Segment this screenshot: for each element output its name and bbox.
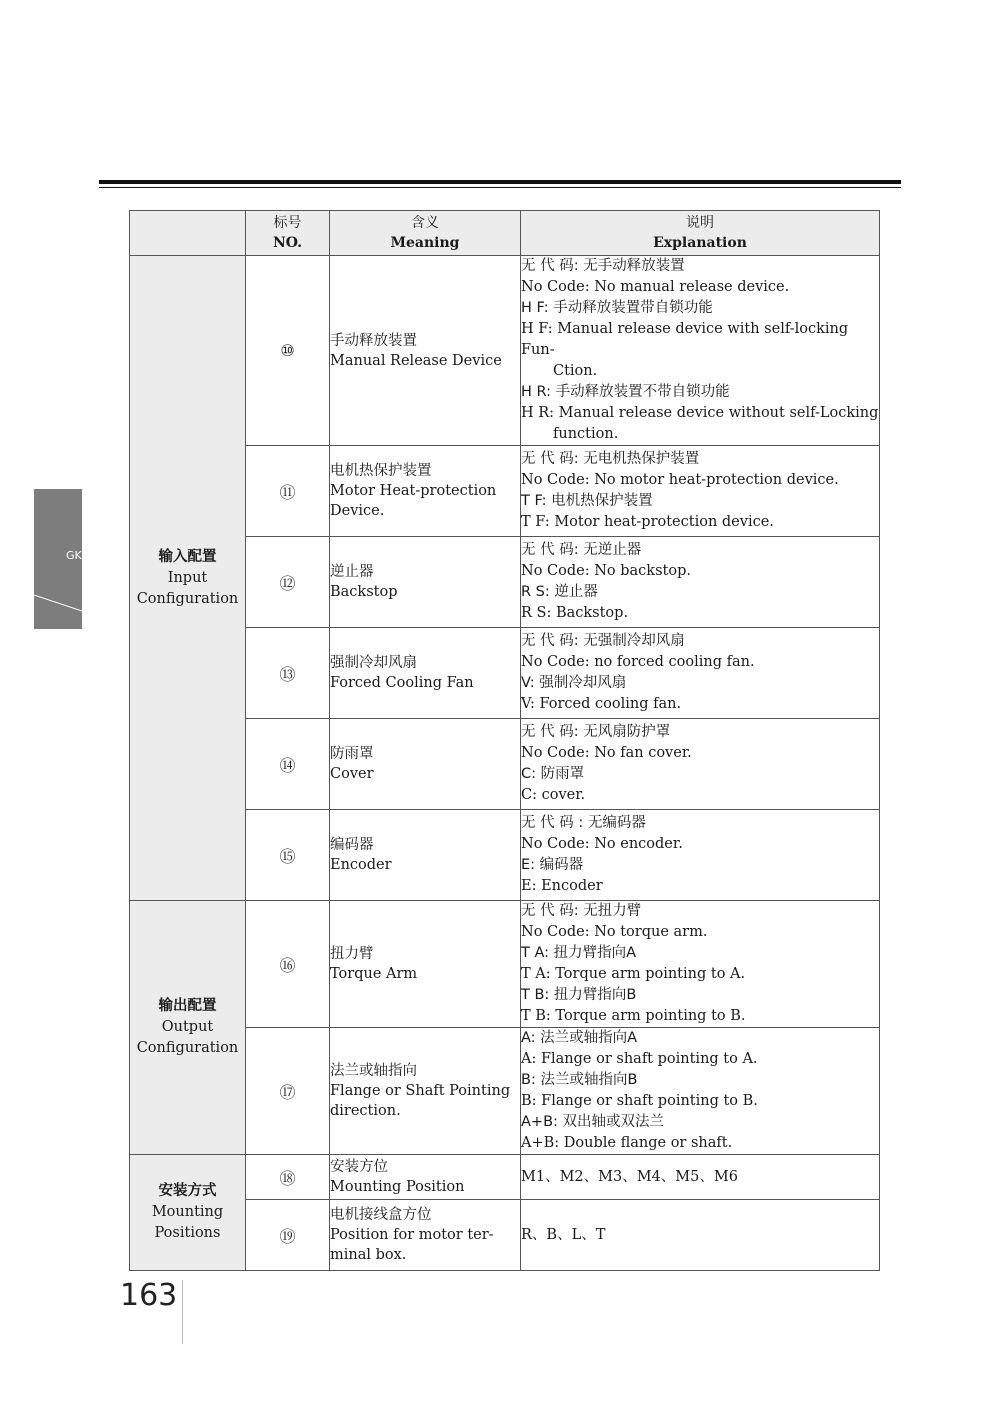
group-cell <box>130 256 246 901</box>
row-number: ⑲ <box>246 1200 330 1271</box>
explanation-line: R S: Backstop. <box>521 605 629 621</box>
meaning-zh: 电机热保护装置 <box>330 463 432 479</box>
explanation-line: 无 代 码: 无逆止器 <box>521 542 642 558</box>
explanation-line: C: 防雨罩 <box>521 766 585 782</box>
meaning-cell <box>330 256 521 446</box>
meaning-cell <box>330 628 521 719</box>
explanation-line: 无 代 码: 无风扇防护罩 <box>521 724 671 740</box>
meaning-en: Cover <box>330 766 374 782</box>
meaning-cell <box>330 537 521 628</box>
group-label-en1: Mounting <box>151 1204 224 1220</box>
explanation-cell <box>521 1200 880 1271</box>
row-number: ⑮ <box>246 810 330 901</box>
page-number: 163 <box>120 1278 178 1313</box>
explanation-line: No Code: No torque arm. <box>521 924 708 940</box>
header-rule-thick <box>99 180 901 184</box>
row-number: ⑩ <box>246 256 330 446</box>
group-label-zh: 输出配置 <box>158 998 217 1014</box>
explanation-line: No Code: no forced cooling fan. <box>521 654 755 670</box>
explanation-line: T B: Torque arm pointing to B. <box>521 1008 746 1024</box>
meaning-zh: 扭力臂 <box>330 946 374 962</box>
header-explanation <box>521 211 880 256</box>
group-label-zh: 安装方式 <box>158 1183 217 1199</box>
header-meaning <box>330 211 521 256</box>
meaning-en: Forced Cooling Fan <box>330 675 474 691</box>
explanation-cell <box>521 719 880 810</box>
explanation-line: C: cover. <box>521 787 586 803</box>
explanation-line: function. <box>553 426 619 442</box>
explanation-line: H F: Manual release device with self-locking Fun- <box>521 321 849 358</box>
explanation-line: B: Flange or shaft pointing to B. <box>521 1093 758 1109</box>
row-number: ⑬ <box>246 628 330 719</box>
explanation-cell <box>521 256 880 446</box>
explanation-cell <box>521 1028 880 1155</box>
table-row <box>130 256 880 446</box>
meaning-en: Manual Release Device <box>330 352 502 369</box>
explanation-line: T F: 电机热保护装置 <box>521 493 653 509</box>
group-label-en2: Positions <box>154 1225 221 1241</box>
meaning-cell <box>330 1200 521 1271</box>
group-label-en1: Input <box>167 569 208 586</box>
header-explanation-en: Explanation <box>653 235 747 251</box>
explanation-line: T F: Motor heat-protection device. <box>521 514 774 530</box>
meaning-en: Position for motor ter- <box>330 1227 494 1243</box>
explanation-line: V: 强制冷却风扇 <box>521 675 627 691</box>
meaning-cell <box>330 901 521 1028</box>
row-number: ⑯ <box>246 901 330 1028</box>
page-number-divider <box>182 1280 183 1344</box>
meaning-zh: 安装方位 <box>330 1159 388 1175</box>
row-number: ⑪ <box>246 446 330 537</box>
explanation-line: B: 法兰或轴指向B <box>521 1072 638 1088</box>
explanation-line: Ction. <box>553 363 598 379</box>
explanation-line: No Code: No fan cover. <box>521 745 692 761</box>
explanation-line: A: 法兰或轴指向A <box>521 1030 638 1046</box>
header-no-zh: 标号 <box>273 215 302 231</box>
explanation-line: M1、M2、M3、M4、M5、M6 <box>521 1168 738 1185</box>
explanation-line: E: Encoder <box>521 878 603 894</box>
explanation-line: V: Forced cooling fan. <box>521 696 682 712</box>
explanation-line: No Code: No motor heat-protection device. <box>521 472 839 488</box>
explanation-cell <box>521 810 880 901</box>
table-header-row <box>130 211 880 256</box>
explanation-line: T B: 扭力臂指向B <box>521 987 637 1003</box>
explanation-line: H R: Manual release device without self-Locking <box>521 405 879 421</box>
meaning-zh: 逆止器 <box>330 564 374 580</box>
meaning-en: Device. <box>330 503 385 519</box>
side-tab-label: GK <box>66 549 82 562</box>
explanation-cell <box>521 901 880 1028</box>
header-explanation-zh: 说明 <box>686 215 714 231</box>
explanation-line: No Code: No backstop. <box>521 563 691 579</box>
meaning-en: Backstop <box>330 584 398 600</box>
meaning-cell <box>330 1155 521 1200</box>
explanation-line: 无 代 码: 无强制冷却风扇 <box>521 633 685 649</box>
meaning-zh: 编码器 <box>330 837 374 853</box>
meaning-zh: 电机接线盒方位 <box>330 1207 432 1223</box>
explanation-cell <box>521 628 880 719</box>
table-row <box>130 1155 880 1200</box>
explanation-line: No Code: No manual release device. <box>521 279 790 295</box>
group-label-en1: Output <box>161 1019 214 1035</box>
meaning-zh: 强制冷却风扇 <box>330 655 417 671</box>
explanation-line: T A: 扭力臂指向A <box>521 945 637 961</box>
explanation-cell <box>521 537 880 628</box>
row-number: ⑫ <box>246 537 330 628</box>
header-no-en: NO. <box>272 235 303 251</box>
meaning-en: Encoder <box>330 857 392 873</box>
meaning-en: Torque Arm <box>330 966 418 982</box>
header-group-cell <box>130 211 246 256</box>
explanation-line: H R: 手动释放装置不带自锁功能 <box>521 384 730 400</box>
explanation-line: E: 编码器 <box>521 857 584 873</box>
explanation-line: 无 代 码: 无扭力臂 <box>521 903 642 919</box>
explanation-line: R S: 逆止器 <box>521 584 598 600</box>
header-rule-thin <box>99 187 901 188</box>
group-cell <box>130 1155 246 1271</box>
explanation-line: A+B: 双出轴或双法兰 <box>521 1114 665 1130</box>
meaning-cell <box>330 810 521 901</box>
group-label-en2: Configuration <box>136 1040 239 1056</box>
meaning-en: Flange or Shaft Pointing <box>330 1083 511 1099</box>
explanation-cell <box>521 1155 880 1200</box>
header-meaning-en: Meaning <box>390 235 460 251</box>
meaning-cell <box>330 446 521 537</box>
explanation-line: A+B: Double flange or shaft. <box>521 1135 733 1151</box>
meaning-cell <box>330 719 521 810</box>
side-tab <box>34 489 82 629</box>
explanation-line: 无 代 码: 无电机热保护装置 <box>521 451 700 467</box>
meaning-en: Motor Heat-protection <box>330 483 497 499</box>
explanation-line: No Code: No encoder. <box>521 836 683 852</box>
explanation-line: 无 代 码 : 无编码器 <box>521 815 646 831</box>
explanation-line: A: Flange or shaft pointing to A. <box>521 1051 758 1067</box>
meaning-cell <box>330 1028 521 1155</box>
group-cell <box>130 901 246 1155</box>
table-row <box>130 901 880 1028</box>
meaning-en: minal box. <box>330 1247 407 1263</box>
meaning-en: direction. <box>330 1103 401 1119</box>
meaning-zh: 手动释放装置 <box>330 332 417 349</box>
row-number: ⑱ <box>246 1155 330 1200</box>
explanation-line: H F: 手动释放装置带自锁功能 <box>521 300 713 316</box>
group-label-zh: 输入配置 <box>158 548 217 565</box>
explanation-line: T A: Torque arm pointing to A. <box>521 966 746 982</box>
meaning-zh: 防雨罩 <box>330 746 374 762</box>
header-no <box>246 211 330 256</box>
meaning-zh: 法兰或轴指向 <box>330 1063 417 1079</box>
header-meaning-zh: 含义 <box>411 215 439 231</box>
explanation-line: R、B、L、T <box>521 1226 606 1243</box>
explanation-line: 无 代 码: 无手动释放装置 <box>521 258 685 274</box>
row-number: ⑭ <box>246 719 330 810</box>
meaning-en: Mounting Position <box>330 1179 465 1195</box>
explanation-cell <box>521 446 880 537</box>
configuration-table <box>129 210 880 1271</box>
row-number: ⑰ <box>246 1028 330 1155</box>
group-label-en2: Configuration <box>136 590 239 607</box>
